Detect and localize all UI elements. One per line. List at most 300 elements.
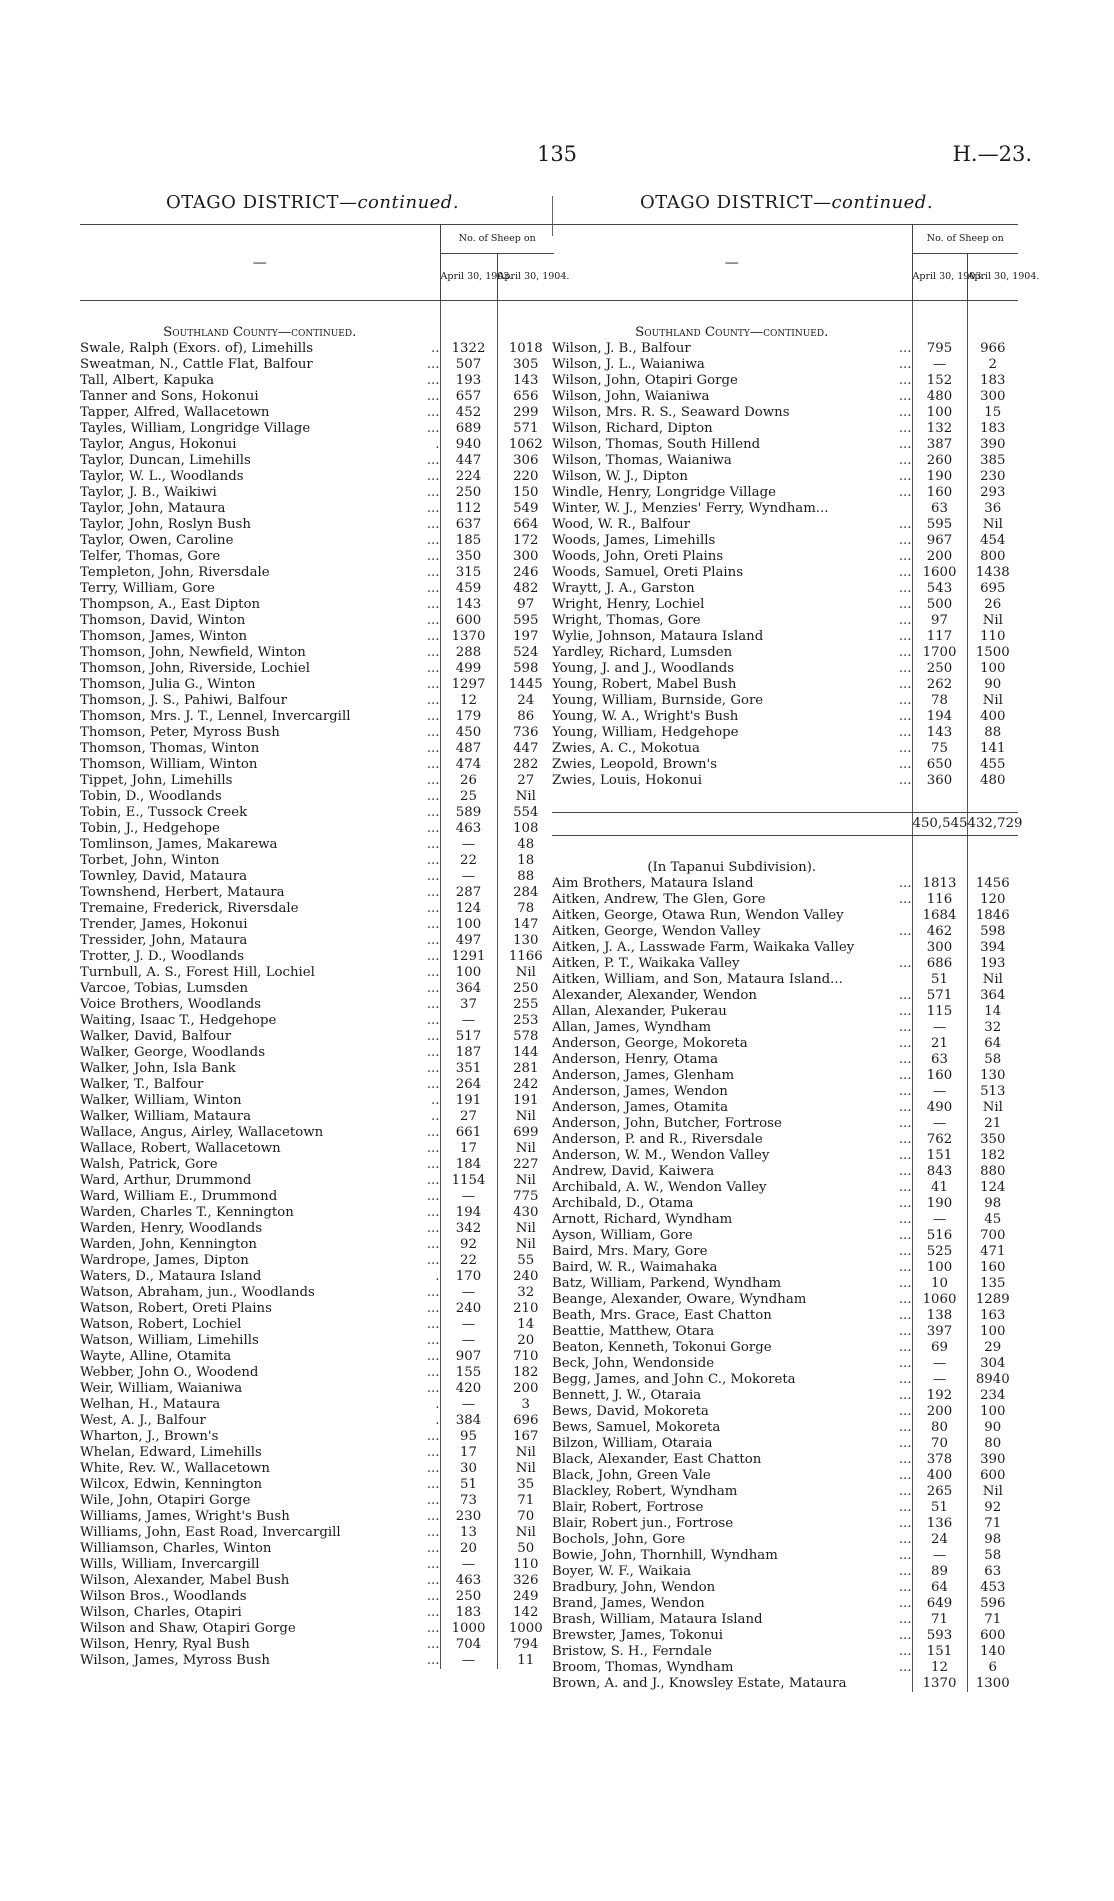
left-ledger-body — [80, 301, 554, 1669]
sheep-1904: Nil — [497, 1237, 554, 1253]
table-row — [552, 1132, 1018, 1148]
table-row — [80, 901, 554, 917]
table-row — [80, 869, 554, 885]
entry-name: Wilson, W. J., Dipton — [552, 468, 688, 484]
sheep-1903: 1154 — [440, 1173, 497, 1189]
leader-dots: ... — [898, 596, 912, 612]
table-row — [552, 1020, 1018, 1036]
leader-dots: ... — [426, 548, 440, 564]
sheep-1904: 27 — [497, 773, 554, 789]
sheep-1903: — — [440, 1333, 497, 1349]
leader-dots: ... — [426, 564, 440, 580]
table-row — [80, 405, 554, 421]
entry-name: Williamson, Charles, Winton — [80, 1540, 272, 1556]
table-row — [552, 1260, 1018, 1276]
entry-name: Beange, Alexander, Oware, Wyndham — [552, 1291, 807, 1307]
sheep-1904: Nil — [497, 789, 554, 805]
sheep-1904: 299 — [497, 405, 554, 421]
leader-dots: ... — [898, 1611, 912, 1627]
entry-name: Baird, W. R., Waimahaka — [552, 1259, 718, 1275]
entry-name: Ayson, William, Gore — [552, 1227, 693, 1243]
sheep-1903: 525 — [912, 1244, 967, 1260]
leader-dots: ... — [426, 1540, 440, 1556]
table-row — [80, 933, 554, 949]
sheep-1904: 242 — [497, 1077, 554, 1093]
leader-dots: ... — [426, 740, 440, 756]
sheep-1904: 197 — [497, 629, 554, 645]
entry-name: Young, J. and J., Woodlands — [552, 660, 735, 676]
sheep-1904: 554 — [497, 805, 554, 821]
sheep-1903: 543 — [912, 581, 967, 597]
sheep-1904: 200 — [497, 1381, 554, 1397]
right-total-body — [552, 789, 1023, 876]
table-row — [552, 1420, 1018, 1436]
sheep-1903: 843 — [912, 1164, 967, 1180]
leader-dots: ... — [426, 756, 440, 772]
entry-name: Wilson, J. L., Waianiwa — [552, 356, 705, 372]
entry-name: Varcoe, Tobias, Lumsden — [80, 980, 249, 996]
entry-name: Zwies, Louis, Hokonui — [552, 772, 702, 788]
table-row — [552, 677, 1018, 693]
table-row — [80, 789, 554, 805]
sheep-1904: 240 — [497, 1269, 554, 1285]
entry-name: Blair, Robert, Fortrose — [552, 1499, 704, 1515]
leader-dots: ... — [426, 468, 440, 484]
sheep-1904: 18 — [497, 853, 554, 869]
entry-name: Wilson and Shaw, Otapiri Gorge — [80, 1620, 296, 1636]
table-row — [552, 876, 1018, 892]
sheep-1903: 100 — [440, 917, 497, 933]
sheep-1903: — — [912, 1212, 967, 1228]
sheep-1903: 420 — [440, 1381, 497, 1397]
sheep-1903: 117 — [912, 629, 967, 645]
entry-name: Aim Brothers, Mataura Island — [552, 875, 754, 891]
entry-name: Terry, William, Gore — [80, 580, 215, 596]
sheep-1903: 260 — [912, 453, 967, 469]
table-row — [552, 485, 1018, 501]
entry-name: Taylor, W. L., Woodlands — [80, 468, 244, 484]
sheep-1904: 282 — [497, 757, 554, 773]
sheep-1904: Nil — [967, 972, 1018, 988]
sheep-1903: 73 — [440, 1493, 497, 1509]
entry-name: Woods, John, Oreti Plains — [552, 548, 724, 564]
sheep-1903: 649 — [912, 1596, 967, 1612]
entry-name: Thomson, John, Riverside, Lochiel — [80, 660, 310, 676]
leader-dots: ... — [898, 1627, 912, 1643]
sheep-1903: 686 — [912, 956, 967, 972]
entry-name: Wayte, Alline, Otamita — [80, 1348, 232, 1364]
leader-dots: .. — [431, 340, 440, 356]
entry-name: Zwies, A. C., Mokotua — [552, 740, 700, 756]
leader-dots: ... — [426, 1300, 440, 1316]
entry-name: Winter, W. J., Menzies' Ferry, Wyndham... — [552, 500, 829, 516]
leader-dots: ... — [426, 660, 440, 676]
leader-dots: . — [435, 1412, 440, 1428]
entry-name: Beattie, Matthew, Otara — [552, 1323, 715, 1339]
entry-name: Webber, John O., Woodend — [80, 1364, 259, 1380]
sheep-1903: 95 — [440, 1429, 497, 1445]
leader-dots: ... — [898, 1163, 912, 1179]
sheep-1904: 88 — [497, 869, 554, 885]
sheep-1903: 13 — [440, 1525, 497, 1541]
sheep-1903: 378 — [912, 1452, 967, 1468]
entry-name: Wilson, John, Waianiwa — [552, 388, 710, 404]
sheep-1903: 22 — [440, 1253, 497, 1269]
sheep-1903: 193 — [440, 373, 497, 389]
right-subdivision-heading: (In Tapanui Subdivision). — [647, 859, 817, 875]
table-row — [80, 549, 554, 565]
sheep-1904: 147 — [497, 917, 554, 933]
leader-dots: ... — [426, 916, 440, 932]
leader-dots: ... — [898, 1003, 912, 1019]
entry-name: Anderson, James, Wendon — [552, 1083, 728, 1099]
table-row — [80, 565, 554, 581]
leader-dots: ... — [426, 1524, 440, 1540]
leader-dots: ... — [426, 1380, 440, 1396]
leader-dots: ... — [898, 1083, 912, 1099]
sheep-1904: 58 — [967, 1052, 1018, 1068]
table-row — [80, 357, 554, 373]
sheep-1904: 524 — [497, 645, 554, 661]
sheep-1904: 234 — [967, 1388, 1018, 1404]
entry-name: Watson, Robert, Lochiel — [80, 1316, 242, 1332]
sheep-1904: 699 — [497, 1125, 554, 1141]
leader-dots: ... — [426, 932, 440, 948]
sheep-1904: 710 — [497, 1349, 554, 1365]
entry-name: Wilson, James, Myross Bush — [80, 1652, 270, 1668]
table-row — [552, 645, 1018, 661]
leader-dots: ... — [898, 1115, 912, 1131]
sheep-1903: — — [440, 1397, 497, 1413]
entry-name: Bilzon, William, Otaraia — [552, 1435, 713, 1451]
entry-name: Thomson, Thomas, Winton — [80, 740, 260, 756]
sheep-1904: 966 — [967, 341, 1018, 357]
leader-dots: ... — [898, 1211, 912, 1227]
entry-name: Warden, Henry, Woodlands — [80, 1220, 263, 1236]
sheep-1904: 656 — [497, 389, 554, 405]
table-row — [552, 389, 1018, 405]
sheep-1903: 650 — [912, 757, 967, 773]
leader-dots: ... — [426, 1012, 440, 1028]
sheep-1904: 1166 — [497, 949, 554, 965]
sheep-1903: 600 — [440, 613, 497, 629]
leader-dots: ... — [426, 772, 440, 788]
entry-name: Templeton, John, Riversdale — [80, 564, 270, 580]
sheep-1903: 41 — [912, 1180, 967, 1196]
sheep-1903: 100 — [912, 1260, 967, 1276]
sheep-1903: — — [912, 1116, 967, 1132]
sheep-1904: 110 — [497, 1557, 554, 1573]
entry-name: Brash, William, Mataura Island — [552, 1611, 763, 1627]
entry-name: Voice Brothers, Woodlands — [80, 996, 262, 1012]
entry-name: Tobin, D., Woodlands — [80, 788, 222, 804]
left-title-italic: continued. — [357, 192, 460, 213]
table-row — [552, 741, 1018, 757]
table-row — [80, 1605, 554, 1621]
leader-dots: ... — [898, 923, 912, 939]
right-title-italic: continued. — [831, 192, 934, 213]
entry-name: Brown, A. and J., Knowsley Estate, Mataura — [552, 1675, 847, 1691]
sheep-1903: 342 — [440, 1221, 497, 1237]
entry-name: Aitken, Andrew, The Glen, Gore — [552, 891, 766, 907]
entry-name: Windle, Henry, Longridge Village — [552, 484, 776, 500]
leader-dots: ... — [898, 1339, 912, 1355]
table-row — [80, 1493, 554, 1509]
entry-name: Alexander, Alexander, Wendon — [552, 987, 757, 1003]
sheep-1903: 136 — [912, 1516, 967, 1532]
leader-dots: ... — [898, 532, 912, 548]
table-row — [552, 924, 1018, 940]
sheep-1903: — — [912, 1372, 967, 1388]
table-row — [80, 1365, 554, 1381]
leader-dots: ... — [898, 1467, 912, 1483]
table-row — [552, 549, 1018, 565]
sheep-1903: 704 — [440, 1637, 497, 1653]
sheep-1904: 453 — [967, 1580, 1018, 1596]
leader-dots: ... — [898, 1531, 912, 1547]
sheep-1904: 100 — [967, 1404, 1018, 1420]
table-row — [552, 1532, 1018, 1548]
sheep-1903: 265 — [912, 1484, 967, 1500]
sheep-1903: 12 — [912, 1660, 967, 1676]
entry-name: Torbet, John, Winton — [80, 852, 220, 868]
table-row — [552, 1484, 1018, 1500]
leader-dots: ... — [898, 644, 912, 660]
table-row — [80, 837, 554, 853]
sheep-1903: 51 — [912, 972, 967, 988]
sheep-1904: 8940 — [967, 1372, 1018, 1388]
leader-dots: ... — [426, 964, 440, 980]
sheep-1903: 200 — [912, 1404, 967, 1420]
table-row — [80, 1477, 554, 1493]
table-row — [552, 1644, 1018, 1660]
table-row — [80, 1525, 554, 1541]
entry-name: Tapper, Alfred, Wallacetown — [80, 404, 270, 420]
table-row — [552, 693, 1018, 709]
entry-name: Anderson, John, Butcher, Fortrose — [552, 1115, 782, 1131]
sheep-1904: 1000 — [497, 1621, 554, 1637]
entry-name: Telfer, Thomas, Gore — [80, 548, 221, 564]
leader-dots: ... — [898, 1435, 912, 1451]
table-row — [552, 437, 1018, 453]
sheep-1903: 940 — [440, 437, 497, 453]
sheep-1904: 1438 — [967, 565, 1018, 581]
sheep-1903: 637 — [440, 517, 497, 533]
table-row — [80, 885, 554, 901]
sheep-1904: 24 — [497, 693, 554, 709]
sheep-1904: 64 — [967, 1036, 1018, 1052]
sheep-1903: — — [440, 1285, 497, 1301]
leader-dots: ... — [898, 1131, 912, 1147]
leader-dots: ... — [426, 596, 440, 612]
leader-dots: ... — [426, 788, 440, 804]
entry-name: Thomson, James, Winton — [80, 628, 248, 644]
entry-name: Taylor, John, Mataura — [80, 500, 226, 516]
leader-dots: ... — [898, 1515, 912, 1531]
leader-dots: ... — [898, 1563, 912, 1579]
leader-dots: ... — [426, 1028, 440, 1044]
sheep-1903: 27 — [440, 1109, 497, 1125]
sheep-1904: 86 — [497, 709, 554, 725]
sheep-1903: 143 — [912, 725, 967, 741]
sheep-1904: 100 — [967, 661, 1018, 677]
table-row — [552, 1468, 1018, 1484]
sheep-1904: 775 — [497, 1189, 554, 1205]
table-row — [552, 341, 1018, 357]
entry-name: Wood, W. R., Balfour — [552, 516, 691, 532]
table-row — [552, 1084, 1018, 1100]
sheep-1904: 6 — [967, 1660, 1018, 1676]
leader-dots: ... — [898, 1403, 912, 1419]
table-row — [80, 1109, 554, 1125]
sheep-1904: 98 — [967, 1532, 1018, 1548]
entry-name: Beaton, Kenneth, Tokonui Gorge — [552, 1339, 772, 1355]
leader-dots: ... — [898, 740, 912, 756]
table-row — [80, 773, 554, 789]
entry-name: Black, Alexander, East Chatton — [552, 1451, 762, 1467]
right-header-dash: — — [552, 225, 912, 301]
sheep-1903: 97 — [912, 613, 967, 629]
sheep-1904: 35 — [497, 1477, 554, 1493]
sheep-1904: 1062 — [497, 437, 554, 453]
table-row — [552, 1276, 1018, 1292]
sheep-1903: 1060 — [912, 1292, 967, 1308]
leader-dots: ... — [426, 948, 440, 964]
entry-name: Wilson, J. B., Balfour — [552, 340, 691, 356]
sheep-1903: 10 — [912, 1276, 967, 1292]
leader-dots: . — [435, 436, 440, 452]
sheep-1904: 15 — [967, 405, 1018, 421]
sheep-1903: 499 — [440, 661, 497, 677]
table-row — [552, 1452, 1018, 1468]
leader-dots: ... — [426, 1156, 440, 1172]
entry-name: Taylor, J. B., Waikiwi — [80, 484, 217, 500]
leader-dots: ... — [898, 756, 912, 772]
leader-dots: ... — [426, 1252, 440, 1268]
sheep-1903: 192 — [912, 1388, 967, 1404]
entry-name: Arnott, Richard, Wyndham — [552, 1211, 733, 1227]
leader-dots: ... — [898, 1051, 912, 1067]
table-row — [552, 629, 1018, 645]
entry-name: White, Rev. W., Wallacetown — [80, 1460, 270, 1476]
leader-dots: ... — [898, 1291, 912, 1307]
leader-dots: .. — [431, 1108, 440, 1124]
table-row — [552, 1372, 1018, 1388]
leader-dots: ... — [898, 692, 912, 708]
entry-name: Trotter, J. D., Woodlands — [80, 948, 245, 964]
entry-name: Wilson, Richard, Dipton — [552, 420, 713, 436]
right-total-1904: 432,729 — [967, 813, 1018, 836]
entry-name: Wills, William, Invercargill — [80, 1556, 260, 1572]
sheep-1904: 455 — [967, 757, 1018, 773]
leader-dots: ... — [426, 1236, 440, 1252]
sheep-1903: 51 — [440, 1477, 497, 1493]
sheep-1904: 598 — [497, 661, 554, 677]
entry-name: Andrew, David, Kaiwera — [552, 1163, 715, 1179]
sheep-1903: 112 — [440, 501, 497, 517]
table-row — [552, 1212, 1018, 1228]
entry-name: Walker, George, Woodlands — [80, 1044, 266, 1060]
sheep-1903: 474 — [440, 757, 497, 773]
entry-name: Wilcox, Edwin, Kennington — [80, 1476, 263, 1492]
sheep-1904: 249 — [497, 1589, 554, 1605]
table-row — [80, 629, 554, 645]
leader-dots: ... — [898, 628, 912, 644]
leader-dots: ... — [426, 1204, 440, 1220]
table-row — [80, 1349, 554, 1365]
right-header-group: No. of Sheep on — [912, 225, 1018, 254]
table-row — [80, 485, 554, 501]
sheep-1904: 108 — [497, 821, 554, 837]
leader-dots — [884, 1676, 912, 1692]
sheep-1904: 246 — [497, 565, 554, 581]
entry-name: Archibald, D., Otama — [552, 1195, 694, 1211]
table-row — [552, 1404, 1018, 1420]
sheep-1903: 250 — [440, 1589, 497, 1605]
sheep-1904: 182 — [967, 1148, 1018, 1164]
table-row — [80, 1285, 554, 1301]
leader-dots: ... — [898, 420, 912, 436]
entry-name: Turnbull, A. S., Forest Hill, Lochiel — [80, 964, 315, 980]
leader-dots: ... — [426, 1124, 440, 1140]
sheep-1904: 447 — [497, 741, 554, 757]
sheep-1904: 696 — [497, 1413, 554, 1429]
table-row — [80, 341, 554, 357]
entry-name: Young, William, Burnside, Gore — [552, 692, 764, 708]
sheep-1904: Nil — [967, 1100, 1018, 1116]
sheep-1903: 497 — [440, 933, 497, 949]
sheep-1904: Nil — [497, 1173, 554, 1189]
sheep-1904: 600 — [967, 1628, 1018, 1644]
table-row — [80, 693, 554, 709]
sheep-1903: — — [912, 1020, 967, 1036]
entry-name: Aitken, William, and Son, Mataura Island... — [552, 971, 843, 987]
leader-dots: ... — [898, 612, 912, 628]
entry-name: Taylor, Owen, Caroline — [80, 532, 234, 548]
table-row — [80, 853, 554, 869]
table-row — [80, 1637, 554, 1653]
leader-dots: ... — [426, 724, 440, 740]
right-ledger-body — [552, 301, 1018, 789]
entry-name: Allan, Alexander, Pukerau — [552, 1003, 727, 1019]
table-row — [80, 661, 554, 677]
sheep-1904: Nil — [967, 613, 1018, 629]
sheep-1904: 26 — [967, 597, 1018, 613]
leader-dots: ... — [898, 1195, 912, 1211]
sheep-1904: 100 — [967, 1324, 1018, 1340]
entry-name: Williams, John, East Road, Invercargill — [80, 1524, 341, 1540]
entry-name: Thomson, William, Winton — [80, 756, 258, 772]
table-row — [80, 965, 554, 981]
sheep-1903: 63 — [912, 1052, 967, 1068]
table-row — [552, 1628, 1018, 1644]
sheep-1903: 100 — [440, 965, 497, 981]
entry-name: Anderson, W. M., Wendon Valley — [552, 1147, 770, 1163]
table-row — [552, 1564, 1018, 1580]
entry-name: Tomlinson, James, Makarewa — [80, 836, 278, 852]
entry-name: Baird, Mrs. Mary, Gore — [552, 1243, 708, 1259]
table-row — [552, 613, 1018, 629]
entry-name: Blackley, Robert, Wyndham — [552, 1483, 738, 1499]
table-row — [552, 597, 1018, 613]
sheep-1903: 516 — [912, 1228, 967, 1244]
entry-name: Aitken, P. T., Waikaka Valley — [552, 955, 740, 971]
leader-dots: ... — [898, 516, 912, 532]
sheep-1903: 155 — [440, 1365, 497, 1381]
sheep-1904: 97 — [497, 597, 554, 613]
sheep-1904: 80 — [967, 1436, 1018, 1452]
table-row — [80, 421, 554, 437]
